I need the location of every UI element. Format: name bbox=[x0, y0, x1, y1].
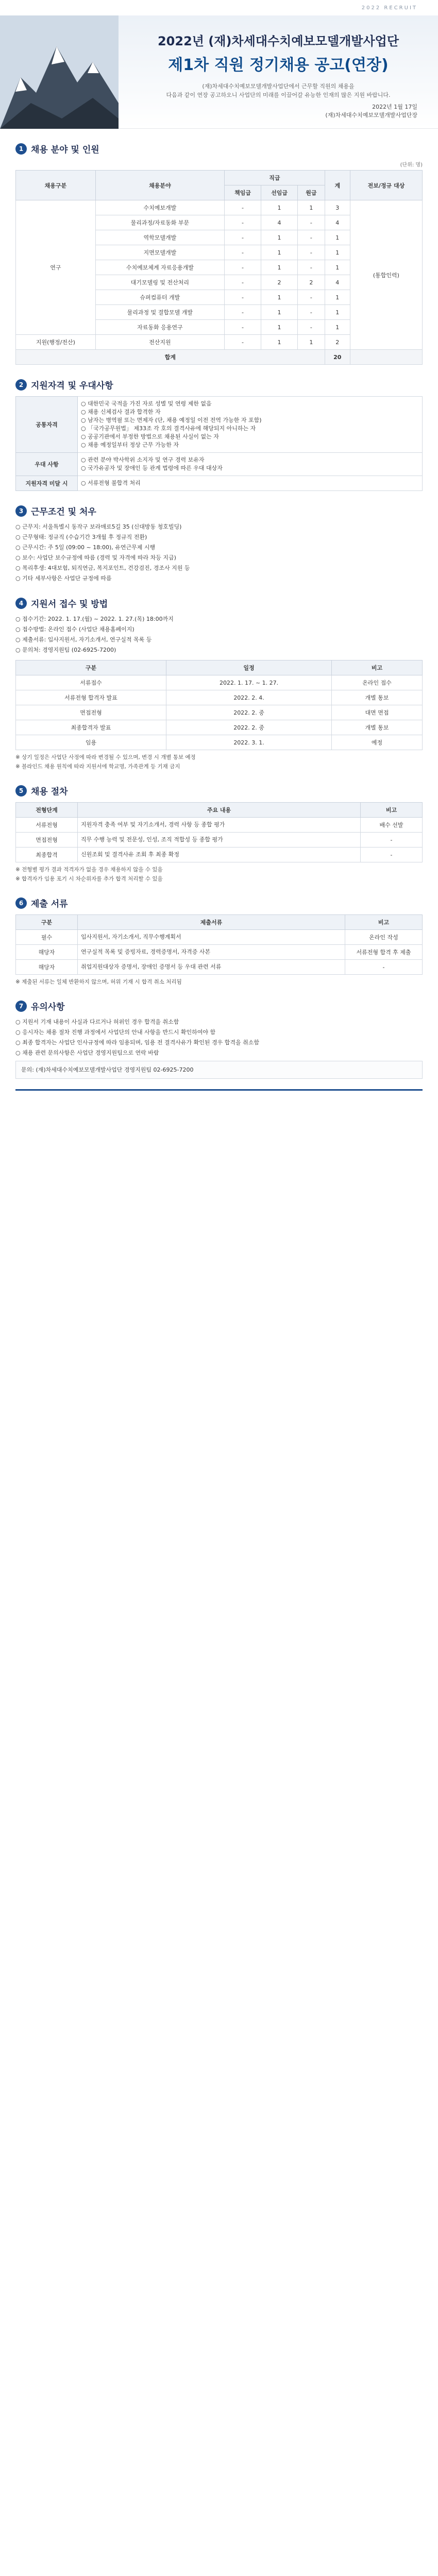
th-total: 계 bbox=[325, 171, 350, 200]
schedule-notes bbox=[15, 753, 423, 771]
list-item: ○ 최종 합격자는 사업단 인사규정에 따라 임용되며, 임용 전 결격사유가 확인된 경우 합격을 취소함 bbox=[15, 1039, 259, 1046]
cell-field: 역학모델개발 bbox=[95, 230, 224, 245]
list-item: ○ 「국가공무원법」 제33조 각 호의 결격사유에 해당되지 아니하는 자 bbox=[81, 425, 256, 432]
cell-docs: 입사지원서, 자기소개서, 직무수행계획서 bbox=[78, 930, 345, 945]
intro-line-2: 다음과 같이 연장 공고하오니 사업단의 미래를 이끌어갈 유능한 인재의 많은 지원 바랍니다. bbox=[166, 92, 391, 98]
cell-junior: 1 bbox=[261, 245, 298, 260]
th-note: 전보/정규 대상 bbox=[350, 171, 422, 200]
section-header bbox=[15, 784, 423, 797]
cell-staff: 2 bbox=[298, 275, 325, 290]
table-row bbox=[16, 720, 423, 735]
cell-field: 자료동화 응용연구 bbox=[95, 320, 224, 335]
cell-senior: - bbox=[224, 320, 261, 335]
cell-total: 4 bbox=[325, 275, 350, 290]
cell-stage: 최종합격자 발표 bbox=[16, 720, 166, 735]
cell-total: 1 bbox=[325, 230, 350, 245]
section-process bbox=[0, 784, 438, 883]
cell-total: 2 bbox=[325, 335, 350, 350]
section-number: 5 bbox=[15, 785, 27, 796]
th-remark: 비고 bbox=[345, 915, 423, 930]
header-banner bbox=[0, 0, 438, 129]
section-number: 7 bbox=[15, 1001, 27, 1012]
cell-remark: - bbox=[345, 960, 423, 975]
cell-stage: 면접전형 bbox=[16, 833, 78, 848]
row-content: ○ 서류전형 불합격 처리 bbox=[78, 476, 423, 491]
table-header-row bbox=[16, 915, 423, 930]
table-row bbox=[16, 848, 423, 862]
issuer-block bbox=[325, 103, 417, 120]
cell-total: 1 bbox=[325, 245, 350, 260]
note-line: ※ 합격자가 임용 포기 시 차순위자를 추가 합격 처리할 수 있음 bbox=[15, 876, 163, 882]
section-header bbox=[15, 597, 423, 609]
th-senior: 책임급 bbox=[224, 185, 261, 200]
cell-senior: - bbox=[224, 230, 261, 245]
total-label: 합계 bbox=[16, 350, 325, 365]
positions-table bbox=[15, 170, 423, 365]
total-row bbox=[16, 350, 423, 365]
th-content: 주요 내용 bbox=[78, 803, 361, 818]
th-date: 일정 bbox=[166, 660, 332, 675]
row-content bbox=[78, 453, 423, 476]
section-number: 4 bbox=[15, 598, 27, 609]
list-item: ○ 문의처: 경영지원팀 (02-6925-7200) bbox=[15, 647, 116, 653]
cell-junior: 1 bbox=[261, 230, 298, 245]
section-number: 3 bbox=[15, 505, 27, 517]
th-stage: 구분 bbox=[16, 660, 166, 675]
cell-total: 3 bbox=[325, 200, 350, 215]
cell-date: 2022. 2. 4. bbox=[166, 690, 332, 705]
th-remark: 비고 bbox=[332, 660, 423, 675]
note-line: ※ 전형별 평가 결과 적격자가 없을 경우 채용하지 않을 수 있음 bbox=[15, 867, 163, 873]
section-title: 제출 서류 bbox=[31, 899, 68, 909]
section-number: 2 bbox=[15, 379, 27, 391]
cell-staff: 1 bbox=[298, 200, 325, 215]
cell-stage: 임용 bbox=[16, 735, 166, 750]
list-item: ○ 근무형태: 정규직 (수습기간 3개월 후 정규직 전환) bbox=[15, 534, 147, 540]
cell-docs: 취업지원대상자 증명서, 장애인 증명서 등 우대 관련 서류 bbox=[78, 960, 345, 975]
cell-content: 직무 수행 능력 및 전문성, 인성, 조직 적합성 등 종합 평가 bbox=[78, 833, 361, 848]
cell-type: 해당자 bbox=[16, 945, 78, 960]
table-header-row bbox=[16, 171, 423, 185]
cell-junior: 1 bbox=[261, 290, 298, 305]
list-item: ○ 관련 분야 박사학위 소지자 및 연구 경력 보유자 bbox=[81, 456, 205, 463]
cell-junior: 1 bbox=[261, 200, 298, 215]
table-row bbox=[16, 930, 423, 945]
cell-stage: 서류전형 bbox=[16, 818, 78, 833]
cell-junior: 1 bbox=[261, 320, 298, 335]
th-grade: 직급 bbox=[224, 171, 325, 185]
section-qualifications bbox=[0, 378, 438, 491]
list-item: ○ 접수기간: 2022. 1. 17.(월) ~ 2022. 1. 27.(목) 18:00까지 bbox=[15, 616, 174, 622]
cell-staff: - bbox=[298, 230, 325, 245]
cell-remark: 온라인 접수 bbox=[332, 675, 423, 690]
section-title: 채용 절차 bbox=[31, 787, 68, 797]
total-empty bbox=[350, 350, 422, 365]
row-label: 지원자격 미달 시 bbox=[16, 476, 78, 491]
cell-total: 1 bbox=[325, 320, 350, 335]
cell-staff: - bbox=[298, 260, 325, 275]
cell-content: 지원자격 충족 여부 및 자기소개서, 경력 사항 등 종합 평가 bbox=[78, 818, 361, 833]
cell-staff: - bbox=[298, 320, 325, 335]
section-header bbox=[15, 142, 423, 155]
cell-senior: - bbox=[224, 245, 261, 260]
table-row bbox=[16, 818, 423, 833]
list-item: ○ 지원서 기재 내용이 사실과 다르거나 허위인 경우 합격을 취소함 bbox=[15, 1019, 179, 1025]
note-line: ※ 블라인드 채용 원칙에 따라 지원서에 학교명, 가족관계 등 기재 금지 bbox=[15, 764, 180, 770]
list-item: ○ 채용 예정일부터 정상 근무 가능한 자 bbox=[81, 442, 179, 448]
cell-content: 신원조회 및 결격사유 조회 후 최종 확정 bbox=[78, 848, 361, 862]
cell-remark: 대면 면접 bbox=[332, 705, 423, 720]
cell-date: 2022. 2. 중 bbox=[166, 720, 332, 735]
section-conditions bbox=[0, 504, 438, 583]
list-item: ○ 근무시간: 주 5일 (09:00 ~ 18:00), 유연근무제 시행 bbox=[15, 544, 156, 551]
cell-staff: - bbox=[298, 290, 325, 305]
org-title: 2022년 (재)차세대수치예보모델개발사업단 bbox=[157, 34, 399, 48]
contact-box: 문의: (재)차세대수치예보모델개발사업단 경영지원팀 02-6925-7200 bbox=[15, 1061, 423, 1079]
th-remark: 비고 bbox=[361, 803, 423, 818]
mountain-image bbox=[0, 15, 119, 129]
table-row bbox=[16, 476, 423, 491]
cell-junior: 2 bbox=[261, 275, 298, 290]
cell-senior: - bbox=[224, 290, 261, 305]
process-notes bbox=[15, 866, 423, 883]
cell-remark: - bbox=[361, 833, 423, 848]
section-application bbox=[0, 597, 438, 771]
section-documents bbox=[0, 896, 438, 986]
cell-date: 2022. 2. 중 bbox=[166, 705, 332, 720]
th-type: 구분 bbox=[16, 915, 78, 930]
section-positions bbox=[0, 142, 438, 365]
cell-senior: - bbox=[224, 335, 261, 350]
list-item: ○ 복리후생: 4대보험, 퇴직연금, 복지포인트, 건강검진, 경조사 지원 등 bbox=[15, 565, 190, 571]
cell-remark: 개별 통보 bbox=[332, 720, 423, 735]
row-label: 우대 사항 bbox=[16, 453, 78, 476]
cell-junior: 1 bbox=[261, 305, 298, 320]
list-item: ○ 제출서류: 입사지원서, 자기소개서, 연구실적 목록 등 bbox=[15, 636, 152, 643]
list-item: ○ 접수방법: 온라인 접수 (사업단 채용홈페이지) bbox=[15, 626, 134, 633]
th-junior: 선임급 bbox=[261, 185, 298, 200]
cell-type: 필수 bbox=[16, 930, 78, 945]
footer-divider bbox=[15, 1089, 423, 1091]
cell-total: 1 bbox=[325, 305, 350, 320]
schedule-table bbox=[15, 660, 423, 750]
section-title: 채용 분야 및 인원 bbox=[31, 145, 99, 155]
table-row bbox=[16, 705, 423, 720]
table-row bbox=[16, 945, 423, 960]
banner-titles bbox=[134, 31, 423, 99]
table-row bbox=[16, 397, 423, 453]
list-item: ○ 채용 신체검사 결과 합격한 자 bbox=[81, 409, 161, 415]
list-item: ○ 채용 관련 문의사항은 사업단 경영지원팀으로 연락 바람 bbox=[15, 1049, 159, 1056]
cell-field: 슈퍼컴퓨터 개발 bbox=[95, 290, 224, 305]
section-header bbox=[15, 896, 423, 909]
process-table bbox=[15, 802, 423, 862]
list-item: ○ 공공기관에서 부정한 방법으로 채용된 사실이 없는 자 bbox=[81, 433, 219, 440]
cell-stage: 면접전형 bbox=[16, 705, 166, 720]
cell-category: 지원(행정/전산) bbox=[16, 335, 96, 350]
issuer-name: (재)차세대수치예보모델개발사업단장 bbox=[325, 112, 417, 118]
cell-field: 지면모델개발 bbox=[95, 245, 224, 260]
section-title: 지원서 접수 및 방법 bbox=[31, 599, 108, 609]
row-content bbox=[78, 397, 423, 453]
table-row bbox=[16, 453, 423, 476]
cell-remark: 온라인 작성 bbox=[345, 930, 423, 945]
cell-total: 4 bbox=[325, 215, 350, 230]
cell-total: 1 bbox=[325, 290, 350, 305]
list-item: ○ 근무지: 서울특별시 동작구 보라매로5길 35 (신대방동 청호빌딩) bbox=[15, 523, 182, 530]
notice-list bbox=[15, 1018, 423, 1058]
table-row bbox=[16, 675, 423, 690]
section-header bbox=[15, 999, 423, 1012]
section-header bbox=[15, 504, 423, 517]
table-row bbox=[16, 200, 423, 215]
cell-remark: 예정 bbox=[332, 735, 423, 750]
intro-line-1: (재)차세대수치예보모델개발사업단에서 근무할 직원의 채용을 bbox=[202, 83, 355, 90]
cell-senior: - bbox=[224, 275, 261, 290]
cell-junior: 1 bbox=[261, 335, 298, 350]
cell-date: 2022. 1. 17. ~ 1. 27. bbox=[166, 675, 332, 690]
th-category: 채용구분 bbox=[16, 171, 96, 200]
cell-senior: - bbox=[224, 215, 261, 230]
cell-remark: 개별 통보 bbox=[332, 690, 423, 705]
cell-type: 해당자 bbox=[16, 960, 78, 975]
list-item: ○ 국가유공자 및 장애인 등 관계 법령에 따른 우대 대상자 bbox=[81, 465, 223, 471]
qualifications-table bbox=[15, 396, 423, 491]
total-value: 20 bbox=[325, 350, 350, 365]
th-docs: 제출서류 bbox=[78, 915, 345, 930]
cell-remark: - bbox=[361, 848, 423, 862]
section-number: 6 bbox=[15, 897, 27, 909]
conditions-list bbox=[15, 522, 423, 583]
table-row bbox=[16, 735, 423, 750]
intro-text bbox=[134, 82, 423, 99]
section-title: 지원자격 및 우대사항 bbox=[31, 381, 113, 391]
cell-right-note: (통합인력) bbox=[350, 200, 422, 350]
documents-table bbox=[15, 914, 423, 975]
cell-field: 수치예보개발 bbox=[95, 200, 224, 215]
announcement-date: 2022년 1월 17일 bbox=[372, 104, 417, 110]
cell-field: 물리과정 및 결합모델 개발 bbox=[95, 305, 224, 320]
list-item: ○ 응시자는 채용 절차 진행 과정에서 사업단의 안내 사항을 반드시 확인하여야 함 bbox=[15, 1029, 216, 1036]
cell-stage: 서류전형 합격자 발표 bbox=[16, 690, 166, 705]
list-item: ○ 남자는 병역필 또는 면제자 (단, 채용 예정일 이전 전역 가능한 자 포함) bbox=[81, 417, 262, 423]
cell-category: 연구 bbox=[16, 200, 96, 335]
th-staff: 원급 bbox=[298, 185, 325, 200]
cell-field: 전산지원 bbox=[95, 335, 224, 350]
section-header bbox=[15, 378, 423, 391]
section-number: 1 bbox=[15, 143, 27, 155]
note-line: ※ 제출된 서류는 일체 반환하지 않으며, 허위 기재 시 합격 취소 처리됨 bbox=[15, 979, 182, 985]
cell-field: 물리과정/자료동화 부문 bbox=[95, 215, 224, 230]
page-title: 제1차 직원 정기채용 공고(연장) bbox=[168, 56, 389, 74]
section-title: 유의사항 bbox=[31, 1002, 65, 1012]
table-row bbox=[16, 960, 423, 975]
cell-field: 대기모델링 및 전산처리 bbox=[95, 275, 224, 290]
application-list bbox=[15, 615, 423, 655]
cell-senior: - bbox=[224, 260, 261, 275]
cell-junior: 4 bbox=[261, 215, 298, 230]
cell-remark: 서류전형 합격 후 제출 bbox=[345, 945, 423, 960]
cell-staff: - bbox=[298, 215, 325, 230]
row-label: 공통자격 bbox=[16, 397, 78, 453]
note-line: ※ 상기 일정은 사업단 사정에 따라 변경될 수 있으며, 변경 시 개별 통보 예정 bbox=[15, 754, 196, 760]
cell-docs: 연구실적 목록 및 증빙자료, 경력증명서, 자격증 사본 bbox=[78, 945, 345, 960]
cell-stage: 최종합격 bbox=[16, 848, 78, 862]
documents-notes bbox=[15, 978, 423, 986]
th-stage: 전형단계 bbox=[16, 803, 78, 818]
list-item: ○ 보수: 사업단 보수규정에 따름 (경력 및 자격에 따라 차등 지급) bbox=[15, 554, 176, 561]
table-header-row bbox=[16, 803, 423, 818]
cell-staff: - bbox=[298, 245, 325, 260]
section-notice bbox=[0, 999, 438, 1091]
cell-stage: 서류접수 bbox=[16, 675, 166, 690]
list-item: ○ 대한민국 국적을 가진 자로 성별 및 연령 제한 없음 bbox=[81, 400, 212, 407]
recruit-tag: 2022 RECRUIT bbox=[361, 5, 417, 11]
cell-staff: - bbox=[298, 305, 325, 320]
cell-remark: 배수 선발 bbox=[361, 818, 423, 833]
th-field: 채용분야 bbox=[95, 171, 224, 200]
cell-field: 수치예보체계 자료응용개발 bbox=[95, 260, 224, 275]
list-item: ○ 기타 세부사항은 사업단 규정에 따름 bbox=[15, 575, 112, 582]
cell-total: 1 bbox=[325, 260, 350, 275]
cell-senior: - bbox=[224, 305, 261, 320]
cell-date: 2022. 3. 1. bbox=[166, 735, 332, 750]
cell-junior: 1 bbox=[261, 260, 298, 275]
cell-senior: - bbox=[224, 200, 261, 215]
table-header-row bbox=[16, 660, 423, 675]
cell-staff: 1 bbox=[298, 335, 325, 350]
section-title: 근무조건 및 처우 bbox=[31, 507, 96, 517]
table-row bbox=[16, 833, 423, 848]
unit-label: (단위: 명) bbox=[400, 162, 423, 168]
table-row bbox=[16, 690, 423, 705]
